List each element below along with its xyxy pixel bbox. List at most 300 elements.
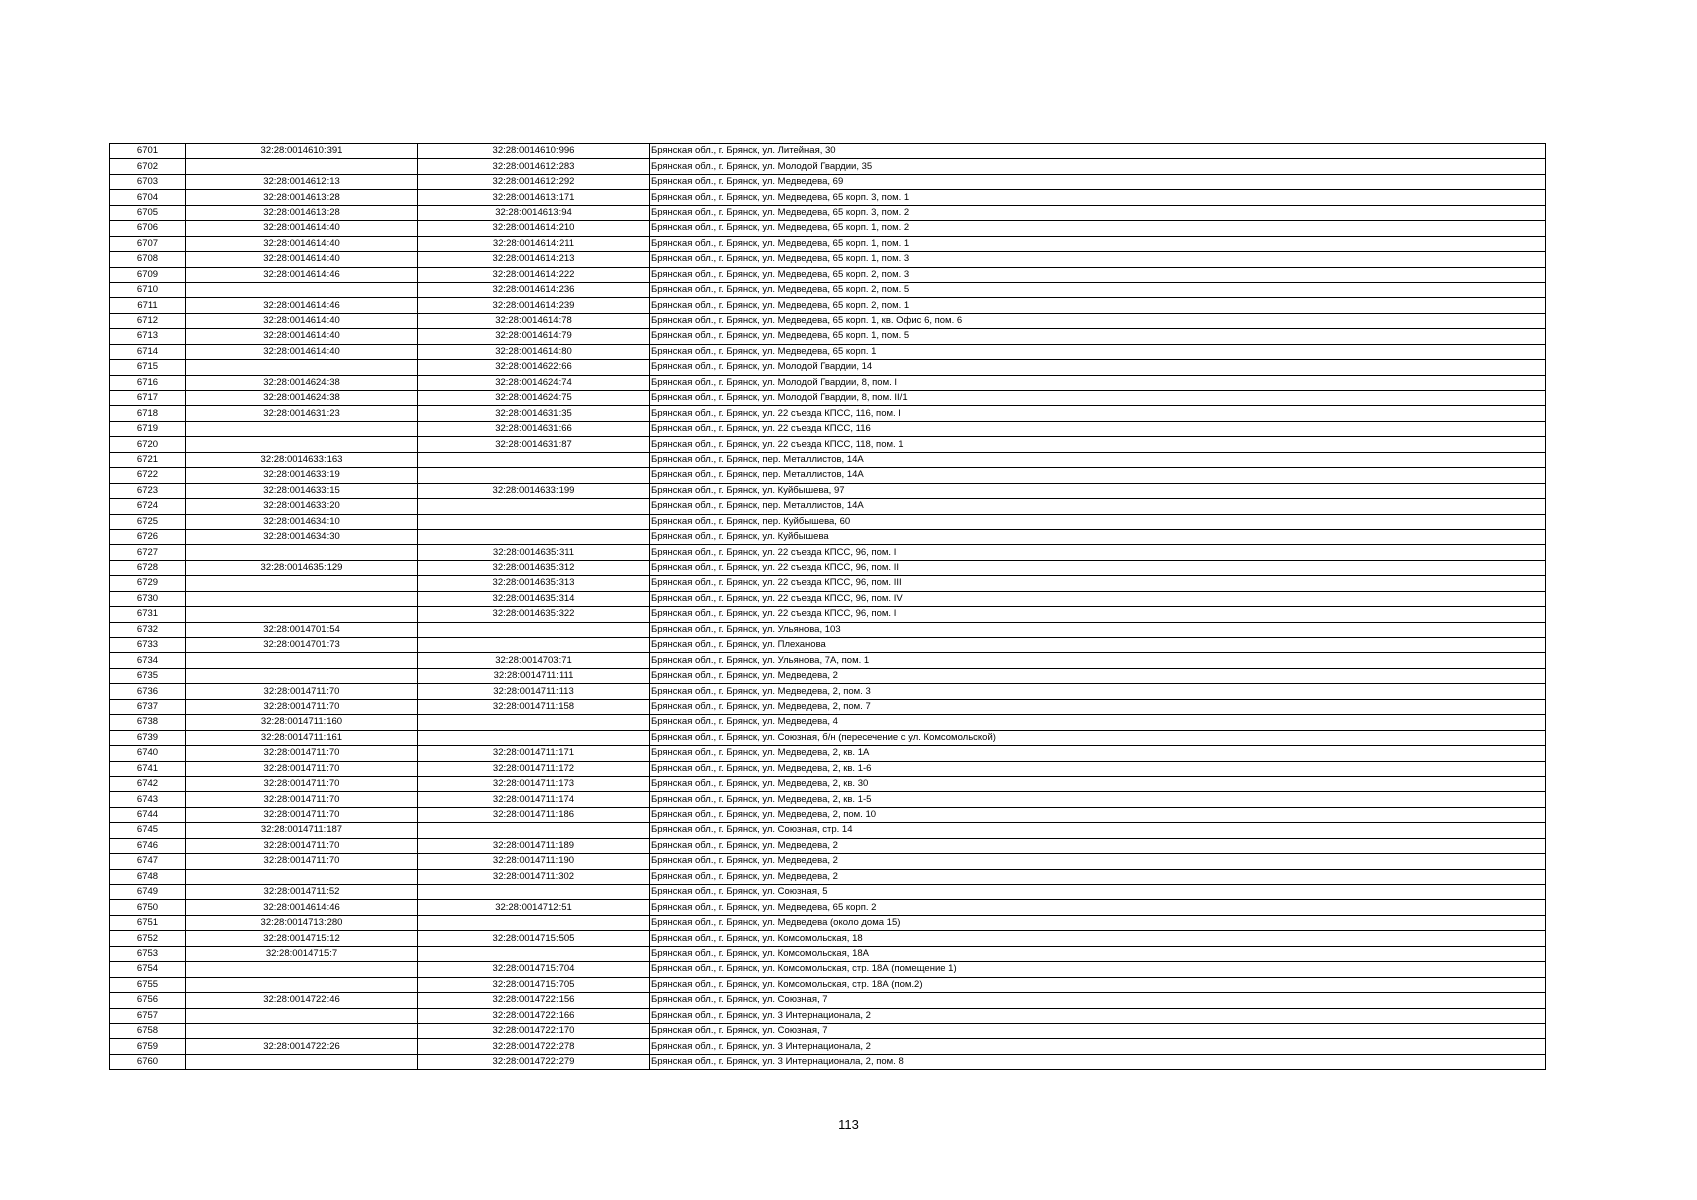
parcel-cadastral-number-cell: 32:28:0014711:70	[186, 699, 418, 714]
row-number-cell: 6738	[110, 715, 186, 730]
address-cell: Брянская обл., г. Брянск, ул. Медведева, 65 корп. 2	[650, 900, 1546, 915]
object-cadastral-number-cell: 32:28:0014722:156	[418, 993, 650, 1008]
object-cadastral-number-cell: 32:28:0014614:239	[418, 298, 650, 313]
row-number-cell: 6721	[110, 452, 186, 467]
object-cadastral-number-cell: 32:28:0014624:74	[418, 375, 650, 390]
address-cell: Брянская обл., г. Брянск, ул. Комсомольская, 18	[650, 931, 1546, 946]
address-cell: Брянская обл., г. Брянск, ул. Медведева, 65 корп. 1, кв. Офис 6, пом. 6	[650, 313, 1546, 328]
address-cell: Брянская обл., г. Брянск, пер. Металлистов, 14А	[650, 452, 1546, 467]
table-row	[110, 499, 1546, 514]
object-cadastral-number-cell	[418, 715, 650, 730]
parcel-cadastral-number-cell: 32:28:0014722:26	[186, 1039, 418, 1054]
table-row	[110, 144, 1546, 159]
address-cell: Брянская обл., г. Брянск, ул. Медведева, 65 корп. 2, пом. 3	[650, 267, 1546, 282]
table-row	[110, 900, 1546, 915]
table-row	[110, 406, 1546, 421]
table-row	[110, 514, 1546, 529]
address-cell: Брянская обл., г. Брянск, ул. 3 Интернационала, 2, пом. 8	[650, 1054, 1546, 1069]
table-row	[110, 838, 1546, 853]
parcel-cadastral-number-cell: 32:28:0014631:23	[186, 406, 418, 421]
parcel-cadastral-number-cell	[186, 962, 418, 977]
address-cell: Брянская обл., г. Брянск, ул. Медведева, 69	[650, 174, 1546, 189]
row-number-cell: 6713	[110, 329, 186, 344]
object-cadastral-number-cell: 32:28:0014635:322	[418, 607, 650, 622]
object-cadastral-number-cell	[418, 514, 650, 529]
object-cadastral-number-cell	[418, 915, 650, 930]
cadastral-registry-table	[109, 143, 1546, 1070]
table-row	[110, 174, 1546, 189]
address-cell: Брянская обл., г. Брянск, ул. Ульянова, 103	[650, 622, 1546, 637]
object-cadastral-number-cell	[418, 452, 650, 467]
table-row	[110, 776, 1546, 791]
row-number-cell: 6742	[110, 776, 186, 791]
object-cadastral-number-cell: 32:28:0014614:210	[418, 221, 650, 236]
object-cadastral-number-cell	[418, 730, 650, 745]
address-cell: Брянская обл., г. Брянск, ул. Молодой Гвардии, 8, пом. I	[650, 375, 1546, 390]
parcel-cadastral-number-cell: 32:28:0014711:70	[186, 776, 418, 791]
row-number-cell: 6733	[110, 638, 186, 653]
address-cell: Брянская обл., г. Брянск, ул. Комсомольская, 18А	[650, 946, 1546, 961]
row-number-cell: 6708	[110, 252, 186, 267]
parcel-cadastral-number-cell	[186, 576, 418, 591]
address-cell: Брянская обл., г. Брянск, ул. Медведева, 2, пом. 7	[650, 699, 1546, 714]
address-cell: Брянская обл., г. Брянск, пер. Металлистов, 14А	[650, 468, 1546, 483]
object-cadastral-number-cell: 32:28:0014635:313	[418, 576, 650, 591]
parcel-cadastral-number-cell: 32:28:0014633:19	[186, 468, 418, 483]
table-row	[110, 344, 1546, 359]
table-row	[110, 205, 1546, 220]
row-number-cell: 6706	[110, 221, 186, 236]
parcel-cadastral-number-cell: 32:28:0014711:70	[186, 684, 418, 699]
table-row	[110, 915, 1546, 930]
address-cell: Брянская обл., г. Брянск, ул. Молодой Гвардии, 14	[650, 360, 1546, 375]
row-number-cell: 6756	[110, 993, 186, 1008]
object-cadastral-number-cell: 32:28:0014722:279	[418, 1054, 650, 1069]
table-row	[110, 1008, 1546, 1023]
object-cadastral-number-cell: 32:28:0014711:158	[418, 699, 650, 714]
table-row	[110, 638, 1546, 653]
row-number-cell: 6714	[110, 344, 186, 359]
table-row	[110, 823, 1546, 838]
object-cadastral-number-cell: 32:28:0014631:66	[418, 421, 650, 436]
object-cadastral-number-cell: 32:28:0014635:314	[418, 591, 650, 606]
parcel-cadastral-number-cell	[186, 653, 418, 668]
row-number-cell: 6717	[110, 391, 186, 406]
address-cell: Брянская обл., г. Брянск, ул. 22 съезда КПСС, 96, пом. II	[650, 560, 1546, 575]
row-number-cell: 6732	[110, 622, 186, 637]
address-cell: Брянская обл., г. Брянск, ул. Медведева, 65 корп. 1, пом. 2	[650, 221, 1546, 236]
parcel-cadastral-number-cell: 32:28:0014614:46	[186, 298, 418, 313]
table-row	[110, 792, 1546, 807]
object-cadastral-number-cell: 32:28:0014613:171	[418, 190, 650, 205]
parcel-cadastral-number-cell: 32:28:0014613:28	[186, 205, 418, 220]
parcel-cadastral-number-cell: 32:28:0014633:15	[186, 483, 418, 498]
row-number-cell: 6734	[110, 653, 186, 668]
table-row	[110, 607, 1546, 622]
parcel-cadastral-number-cell: 32:28:0014635:129	[186, 560, 418, 575]
table-row	[110, 329, 1546, 344]
page-number: 113	[838, 1117, 859, 1132]
parcel-cadastral-number-cell: 32:28:0014711:187	[186, 823, 418, 838]
address-cell: Брянская обл., г. Брянск, ул. Союзная, 5	[650, 885, 1546, 900]
address-cell: Брянская обл., г. Брянск, ул. Союзная, 7	[650, 1023, 1546, 1038]
table-row	[110, 622, 1546, 637]
object-cadastral-number-cell	[418, 529, 650, 544]
object-cadastral-number-cell: 32:28:0014711:172	[418, 761, 650, 776]
address-cell: Брянская обл., г. Брянск, ул. 22 съезда КПСС, 118, пом. 1	[650, 437, 1546, 452]
table-row	[110, 282, 1546, 297]
row-number-cell: 6727	[110, 545, 186, 560]
row-number-cell: 6710	[110, 282, 186, 297]
address-cell: Брянская обл., г. Брянск, ул. Медведева, 65 корп. 1, пом. 5	[650, 329, 1546, 344]
object-cadastral-number-cell: 32:28:0014612:292	[418, 174, 650, 189]
table-row	[110, 483, 1546, 498]
table-row	[110, 653, 1546, 668]
parcel-cadastral-number-cell	[186, 977, 418, 992]
address-cell: Брянская обл., г. Брянск, ул. Медведева, 2, кв. 1-6	[650, 761, 1546, 776]
address-cell: Брянская обл., г. Брянск, ул. Медведева, 2, пом. 3	[650, 684, 1546, 699]
address-cell: Брянская обл., г. Брянск, ул. 22 съезда КПСС, 96, пом. III	[650, 576, 1546, 591]
object-cadastral-number-cell	[418, 499, 650, 514]
table-row	[110, 715, 1546, 730]
parcel-cadastral-number-cell	[186, 545, 418, 560]
table-row	[110, 452, 1546, 467]
table-row	[110, 931, 1546, 946]
parcel-cadastral-number-cell: 32:28:0014613:28	[186, 190, 418, 205]
parcel-cadastral-number-cell: 32:28:0014715:7	[186, 946, 418, 961]
row-number-cell: 6736	[110, 684, 186, 699]
parcel-cadastral-number-cell: 32:28:0014711:70	[186, 792, 418, 807]
parcel-cadastral-number-cell	[186, 159, 418, 174]
address-cell: Брянская обл., г. Брянск, ул. 3 Интернационала, 2	[650, 1039, 1546, 1054]
row-number-cell: 6746	[110, 838, 186, 853]
table-row	[110, 236, 1546, 251]
parcel-cadastral-number-cell: 32:28:0014715:12	[186, 931, 418, 946]
address-cell: Брянская обл., г. Брянск, ул. Союзная, стр. 14	[650, 823, 1546, 838]
address-cell: Брянская обл., г. Брянск, ул. Комсомольская, стр. 18А (помещение 1)	[650, 962, 1546, 977]
row-number-cell: 6729	[110, 576, 186, 591]
row-number-cell: 6712	[110, 313, 186, 328]
object-cadastral-number-cell: 32:28:0014631:35	[418, 406, 650, 421]
parcel-cadastral-number-cell: 32:28:0014711:52	[186, 885, 418, 900]
table-row	[110, 267, 1546, 282]
table-row	[110, 591, 1546, 606]
address-cell: Брянская обл., г. Брянск, ул. Медведева, 65 корп. 2, пом. 5	[650, 282, 1546, 297]
object-cadastral-number-cell: 32:28:0014635:311	[418, 545, 650, 560]
object-cadastral-number-cell: 32:28:0014722:170	[418, 1023, 650, 1038]
object-cadastral-number-cell: 32:28:0014622:66	[418, 360, 650, 375]
registry-table-body	[110, 144, 1546, 1070]
parcel-cadastral-number-cell: 32:28:0014711:70	[186, 854, 418, 869]
parcel-cadastral-number-cell	[186, 869, 418, 884]
address-cell: Брянская обл., г. Брянск, ул. Куйбышева	[650, 529, 1546, 544]
table-row	[110, 190, 1546, 205]
row-number-cell: 6755	[110, 977, 186, 992]
row-number-cell: 6760	[110, 1054, 186, 1069]
table-row	[110, 221, 1546, 236]
address-cell: Брянская обл., г. Брянск, ул. Медведева, 65 корп. 3, пом. 2	[650, 205, 1546, 220]
parcel-cadastral-number-cell: 32:28:0014701:73	[186, 638, 418, 653]
object-cadastral-number-cell: 32:28:0014711:189	[418, 838, 650, 853]
row-number-cell: 6737	[110, 699, 186, 714]
row-number-cell: 6749	[110, 885, 186, 900]
row-number-cell: 6704	[110, 190, 186, 205]
row-number-cell: 6707	[110, 236, 186, 251]
parcel-cadastral-number-cell: 32:28:0014610:391	[186, 144, 418, 159]
parcel-cadastral-number-cell: 32:28:0014711:70	[186, 761, 418, 776]
address-cell: Брянская обл., г. Брянск, ул. Молодой Гвардии, 35	[650, 159, 1546, 174]
row-number-cell: 6751	[110, 915, 186, 930]
object-cadastral-number-cell	[418, 823, 650, 838]
row-number-cell: 6709	[110, 267, 186, 282]
object-cadastral-number-cell	[418, 946, 650, 961]
table-row	[110, 1054, 1546, 1069]
object-cadastral-number-cell: 32:28:0014614:78	[418, 313, 650, 328]
address-cell: Брянская обл., г. Брянск, ул. 22 съезда КПСС, 96, пом. I	[650, 607, 1546, 622]
row-number-cell: 6728	[110, 560, 186, 575]
table-row	[110, 545, 1546, 560]
object-cadastral-number-cell	[418, 468, 650, 483]
parcel-cadastral-number-cell: 32:28:0014711:70	[186, 746, 418, 761]
address-cell: Брянская обл., г. Брянск, ул. Медведева (около дома 15)	[650, 915, 1546, 930]
parcel-cadastral-number-cell: 32:28:0014633:163	[186, 452, 418, 467]
row-number-cell: 6722	[110, 468, 186, 483]
parcel-cadastral-number-cell	[186, 282, 418, 297]
address-cell: Брянская обл., г. Брянск, ул. Медведева, 2	[650, 854, 1546, 869]
table-row	[110, 159, 1546, 174]
address-cell: Брянская обл., г. Брянск, ул. Ульянова, 7А, пом. 1	[650, 653, 1546, 668]
parcel-cadastral-number-cell: 32:28:0014722:46	[186, 993, 418, 1008]
parcel-cadastral-number-cell	[186, 421, 418, 436]
object-cadastral-number-cell: 32:28:0014711:171	[418, 746, 650, 761]
row-number-cell: 6725	[110, 514, 186, 529]
object-cadastral-number-cell: 32:28:0014711:186	[418, 807, 650, 822]
row-number-cell: 6757	[110, 1008, 186, 1023]
object-cadastral-number-cell: 32:28:0014711:173	[418, 776, 650, 791]
parcel-cadastral-number-cell: 32:28:0014614:40	[186, 221, 418, 236]
address-cell: Брянская обл., г. Брянск, пер. Металлистов, 14А	[650, 499, 1546, 514]
object-cadastral-number-cell	[418, 885, 650, 900]
row-number-cell: 6711	[110, 298, 186, 313]
table-row	[110, 684, 1546, 699]
row-number-cell: 6758	[110, 1023, 186, 1038]
object-cadastral-number-cell: 32:28:0014624:75	[418, 391, 650, 406]
parcel-cadastral-number-cell: 32:28:0014633:20	[186, 499, 418, 514]
address-cell: Брянская обл., г. Брянск, ул. Медведева, 2	[650, 869, 1546, 884]
table-row	[110, 946, 1546, 961]
address-cell: Брянская обл., г. Брянск, ул. Медведева, 2, кв. 1А	[650, 746, 1546, 761]
row-number-cell: 6743	[110, 792, 186, 807]
address-cell: Брянская обл., г. Брянск, ул. Литейная, 30	[650, 144, 1546, 159]
object-cadastral-number-cell: 32:28:0014715:505	[418, 931, 650, 946]
table-row	[110, 529, 1546, 544]
address-cell: Брянская обл., г. Брянск, ул. Медведева, 65 корп. 1, пом. 1	[650, 236, 1546, 251]
address-cell: Брянская обл., г. Брянск, пер. Куйбышева, 60	[650, 514, 1546, 529]
parcel-cadastral-number-cell: 32:28:0014614:46	[186, 267, 418, 282]
object-cadastral-number-cell: 32:28:0014703:71	[418, 653, 650, 668]
row-number-cell: 6740	[110, 746, 186, 761]
table-row	[110, 391, 1546, 406]
table-row	[110, 746, 1546, 761]
object-cadastral-number-cell: 32:28:0014722:166	[418, 1008, 650, 1023]
address-cell: Брянская обл., г. Брянск, ул. Медведева, 2	[650, 838, 1546, 853]
parcel-cadastral-number-cell	[186, 1023, 418, 1038]
address-cell: Брянская обл., г. Брянск, ул. Медведева, 65 корп. 1	[650, 344, 1546, 359]
table-row	[110, 854, 1546, 869]
object-cadastral-number-cell: 32:28:0014635:312	[418, 560, 650, 575]
parcel-cadastral-number-cell	[186, 607, 418, 622]
object-cadastral-number-cell: 32:28:0014631:87	[418, 437, 650, 452]
table-row	[110, 668, 1546, 683]
parcel-cadastral-number-cell: 32:28:0014634:10	[186, 514, 418, 529]
parcel-cadastral-number-cell: 32:28:0014711:70	[186, 838, 418, 853]
address-cell: Брянская обл., г. Брянск, ул. Союзная, 7	[650, 993, 1546, 1008]
address-cell: Брянская обл., г. Брянск, ул. Комсомольская, стр. 18А (пом.2)	[650, 977, 1546, 992]
row-number-cell: 6750	[110, 900, 186, 915]
object-cadastral-number-cell: 32:28:0014711:190	[418, 854, 650, 869]
row-number-cell: 6753	[110, 946, 186, 961]
table-row	[110, 869, 1546, 884]
address-cell: Брянская обл., г. Брянск, ул. Плеханова	[650, 638, 1546, 653]
parcel-cadastral-number-cell: 32:28:0014614:40	[186, 329, 418, 344]
row-number-cell: 6724	[110, 499, 186, 514]
table-row	[110, 437, 1546, 452]
parcel-cadastral-number-cell	[186, 360, 418, 375]
table-row	[110, 977, 1546, 992]
object-cadastral-number-cell: 32:28:0014633:199	[418, 483, 650, 498]
parcel-cadastral-number-cell: 32:28:0014614:40	[186, 252, 418, 267]
object-cadastral-number-cell: 32:28:0014613:94	[418, 205, 650, 220]
table-row	[110, 298, 1546, 313]
address-cell: Брянская обл., г. Брянск, ул. Медведева, 4	[650, 715, 1546, 730]
parcel-cadastral-number-cell	[186, 437, 418, 452]
object-cadastral-number-cell: 32:28:0014715:704	[418, 962, 650, 977]
row-number-cell: 6745	[110, 823, 186, 838]
address-cell: Брянская обл., г. Брянск, ул. 3 Интернационала, 2	[650, 1008, 1546, 1023]
parcel-cadastral-number-cell: 32:28:0014614:40	[186, 236, 418, 251]
table-row	[110, 807, 1546, 822]
row-number-cell: 6719	[110, 421, 186, 436]
parcel-cadastral-number-cell	[186, 668, 418, 683]
table-row	[110, 375, 1546, 390]
table-row	[110, 252, 1546, 267]
parcel-cadastral-number-cell	[186, 1008, 418, 1023]
parcel-cadastral-number-cell: 32:28:0014713:280	[186, 915, 418, 930]
row-number-cell: 6744	[110, 807, 186, 822]
table-row	[110, 885, 1546, 900]
row-number-cell: 6730	[110, 591, 186, 606]
address-cell: Брянская обл., г. Брянск, ул. Медведева, 2, кв. 30	[650, 776, 1546, 791]
row-number-cell: 6718	[110, 406, 186, 421]
address-cell: Брянская обл., г. Брянск, ул. 22 съезда КПСС, 96, пом. I	[650, 545, 1546, 560]
parcel-cadastral-number-cell: 32:28:0014624:38	[186, 391, 418, 406]
parcel-cadastral-number-cell: 32:28:0014711:160	[186, 715, 418, 730]
object-cadastral-number-cell: 32:28:0014715:705	[418, 977, 650, 992]
row-number-cell: 6752	[110, 931, 186, 946]
address-cell: Брянская обл., г. Брянск, ул. Молодой Гвардии, 8, пом. II/1	[650, 391, 1546, 406]
row-number-cell: 6754	[110, 962, 186, 977]
object-cadastral-number-cell: 32:28:0014711:113	[418, 684, 650, 699]
object-cadastral-number-cell: 32:28:0014711:174	[418, 792, 650, 807]
parcel-cadastral-number-cell	[186, 591, 418, 606]
object-cadastral-number-cell: 32:28:0014614:80	[418, 344, 650, 359]
table-row	[110, 313, 1546, 328]
parcel-cadastral-number-cell: 32:28:0014614:40	[186, 344, 418, 359]
parcel-cadastral-number-cell: 32:28:0014701:54	[186, 622, 418, 637]
object-cadastral-number-cell: 32:28:0014712:51	[418, 900, 650, 915]
object-cadastral-number-cell: 32:28:0014614:79	[418, 329, 650, 344]
row-number-cell: 6715	[110, 360, 186, 375]
parcel-cadastral-number-cell: 32:28:0014614:46	[186, 900, 418, 915]
row-number-cell: 6748	[110, 869, 186, 884]
parcel-cadastral-number-cell: 32:28:0014711:70	[186, 807, 418, 822]
row-number-cell: 6747	[110, 854, 186, 869]
parcel-cadastral-number-cell: 32:28:0014711:161	[186, 730, 418, 745]
object-cadastral-number-cell: 32:28:0014612:283	[418, 159, 650, 174]
parcel-cadastral-number-cell: 32:28:0014612:13	[186, 174, 418, 189]
object-cadastral-number-cell: 32:28:0014722:278	[418, 1039, 650, 1054]
table-row	[110, 699, 1546, 714]
table-row	[110, 360, 1546, 375]
object-cadastral-number-cell: 32:28:0014610:996	[418, 144, 650, 159]
row-number-cell: 6716	[110, 375, 186, 390]
address-cell: Брянская обл., г. Брянск, ул. Медведева, 2	[650, 668, 1546, 683]
object-cadastral-number-cell	[418, 622, 650, 637]
row-number-cell: 6741	[110, 761, 186, 776]
object-cadastral-number-cell: 32:28:0014614:213	[418, 252, 650, 267]
object-cadastral-number-cell: 32:28:0014614:222	[418, 267, 650, 282]
object-cadastral-number-cell: 32:28:0014614:236	[418, 282, 650, 297]
address-cell: Брянская обл., г. Брянск, ул. Медведева, 65 корп. 1, пом. 3	[650, 252, 1546, 267]
address-cell: Брянская обл., г. Брянск, ул. 22 съезда КПСС, 116, пом. I	[650, 406, 1546, 421]
table-row	[110, 560, 1546, 575]
address-cell: Брянская обл., г. Брянск, ул. Союзная, б/н (пересечение с ул. Комсомольской)	[650, 730, 1546, 745]
object-cadastral-number-cell: 32:28:0014711:302	[418, 869, 650, 884]
row-number-cell: 6735	[110, 668, 186, 683]
object-cadastral-number-cell	[418, 638, 650, 653]
row-number-cell: 6701	[110, 144, 186, 159]
table-row	[110, 761, 1546, 776]
object-cadastral-number-cell: 32:28:0014614:211	[418, 236, 650, 251]
row-number-cell: 6703	[110, 174, 186, 189]
address-cell: Брянская обл., г. Брянск, ул. Медведева, 2, пом. 10	[650, 807, 1546, 822]
parcel-cadastral-number-cell	[186, 1054, 418, 1069]
address-cell: Брянская обл., г. Брянск, ул. 22 съезда КПСС, 96, пом. IV	[650, 591, 1546, 606]
row-number-cell: 6759	[110, 1039, 186, 1054]
row-number-cell: 6705	[110, 205, 186, 220]
address-cell: Брянская обл., г. Брянск, ул. Медведева, 2, кв. 1-5	[650, 792, 1546, 807]
table-row	[110, 468, 1546, 483]
row-number-cell: 6723	[110, 483, 186, 498]
row-number-cell: 6726	[110, 529, 186, 544]
object-cadastral-number-cell: 32:28:0014711:111	[418, 668, 650, 683]
table-row	[110, 1023, 1546, 1038]
address-cell: Брянская обл., г. Брянск, ул. Куйбышева, 97	[650, 483, 1546, 498]
parcel-cadastral-number-cell: 32:28:0014614:40	[186, 313, 418, 328]
row-number-cell: 6731	[110, 607, 186, 622]
table-row	[110, 421, 1546, 436]
table-row	[110, 576, 1546, 591]
table-row	[110, 993, 1546, 1008]
row-number-cell: 6702	[110, 159, 186, 174]
row-number-cell: 6720	[110, 437, 186, 452]
table-row	[110, 962, 1546, 977]
table-row	[110, 1039, 1546, 1054]
table-row	[110, 730, 1546, 745]
address-cell: Брянская обл., г. Брянск, ул. 22 съезда КПСС, 116	[650, 421, 1546, 436]
parcel-cadastral-number-cell: 32:28:0014624:38	[186, 375, 418, 390]
parcel-cadastral-number-cell: 32:28:0014634:30	[186, 529, 418, 544]
